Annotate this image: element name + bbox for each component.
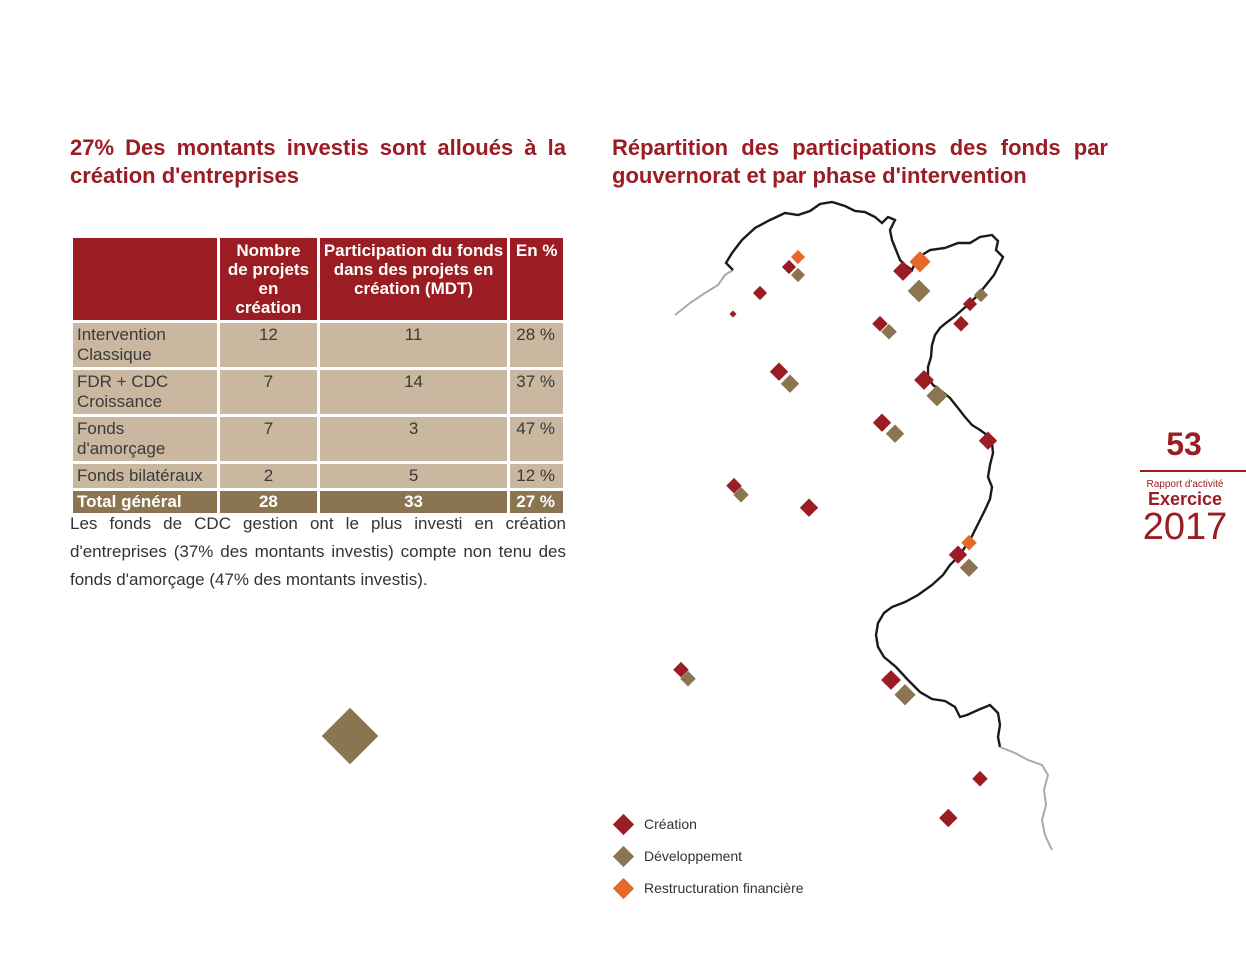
table-cell: 33	[318, 490, 509, 515]
table-cell: 11	[318, 322, 509, 369]
table-cell-label: Fonds bilatéraux	[72, 463, 219, 490]
marker-creation	[881, 670, 901, 690]
map-coastline	[726, 202, 1003, 747]
table-cell-label: Fonds d'amorçage	[72, 416, 219, 463]
marker-creation	[979, 432, 997, 450]
table-row	[72, 369, 565, 416]
table-row	[72, 322, 565, 369]
table-cell: 14	[318, 369, 509, 416]
sidebar-divider	[1140, 470, 1246, 472]
legend-label: Développement	[644, 848, 743, 864]
table-cell: 37 %	[509, 369, 565, 416]
legend-label: Restructuration financière	[644, 880, 804, 896]
legend-label: Création	[644, 816, 697, 832]
table-header-cell	[72, 237, 219, 322]
table-cell: 12	[219, 322, 319, 369]
marker-creation	[893, 261, 913, 281]
table-row	[72, 463, 565, 490]
marker-creation	[953, 316, 969, 332]
table-cell: 5	[318, 463, 509, 490]
marker-developpement	[908, 280, 931, 303]
table-cell-label: Intervention Classique	[72, 322, 219, 369]
table-row	[72, 416, 565, 463]
marker-developpement	[926, 385, 947, 406]
legend-swatch	[613, 877, 634, 898]
map-legend	[612, 808, 804, 904]
marker-developpement	[781, 375, 799, 393]
marker-developpement	[886, 425, 904, 443]
table-cell: 2	[219, 463, 319, 490]
marker-creation	[782, 260, 796, 274]
report-year: 2017	[1142, 506, 1228, 548]
table-cell: 3	[318, 416, 509, 463]
table-header-row	[72, 237, 565, 322]
table-cell: 28 %	[509, 322, 565, 369]
legend-swatch	[613, 813, 634, 834]
map-markers	[673, 250, 997, 827]
marker-developpement	[894, 684, 915, 705]
body-paragraph: Les fonds de CDC gestion ont le plus investi en création d'entreprises (37% des montants investis) compte non tenu des fonds d'amorçage (47% des montants investis).	[70, 514, 566, 589]
table-cell: 28	[219, 490, 319, 515]
page-number: 53	[1166, 426, 1202, 462]
table-header-cell: Nombre de projets en création	[219, 237, 319, 322]
tunisia-map	[660, 195, 1060, 865]
table-cell: 7	[219, 369, 319, 416]
table-header-cell: Participation du fonds dans des projets en création (MDT)	[318, 237, 509, 322]
table-cell: 7	[219, 416, 319, 463]
marker-creation	[753, 286, 767, 300]
marker-developpement	[960, 559, 978, 577]
marker-developpement	[791, 268, 805, 282]
section-title-repartition: Répartition des participations des fonds par gouvernorat et par phase d'intervention	[612, 135, 1108, 188]
marker-creation	[939, 809, 957, 827]
map-border-south	[1000, 747, 1052, 850]
marker-creation	[729, 310, 736, 317]
marker-developpement	[974, 288, 988, 302]
legend-item-restructuration	[612, 872, 804, 904]
table-cell: 27 %	[509, 490, 565, 515]
table-cell-label: FDR + CDC Croissance	[72, 369, 219, 416]
marker-creation	[873, 414, 891, 432]
section-title-creation: 27% Des montants investis sont alloués à la création d'entreprises	[70, 135, 566, 188]
map-border-west	[675, 270, 733, 315]
report-exercise-label: Exercice	[1147, 489, 1223, 509]
marker-creation	[972, 771, 988, 787]
table-cell: 12 %	[509, 463, 565, 490]
legend-item-creation	[612, 808, 804, 840]
table-cell-label: Total général	[72, 490, 219, 515]
decorative-diamond	[322, 708, 379, 765]
creation-stats-table	[70, 235, 566, 516]
table-header-cell: En %	[509, 237, 565, 322]
marker-restructuration	[791, 250, 805, 264]
legend-item-developpement	[612, 840, 804, 872]
legend-swatch	[613, 845, 634, 866]
report-label: Rapport d'activité	[1146, 479, 1224, 490]
marker-creation	[770, 363, 788, 381]
table-cell: 47 %	[509, 416, 565, 463]
marker-creation	[800, 499, 818, 517]
marker-creation	[914, 370, 934, 390]
